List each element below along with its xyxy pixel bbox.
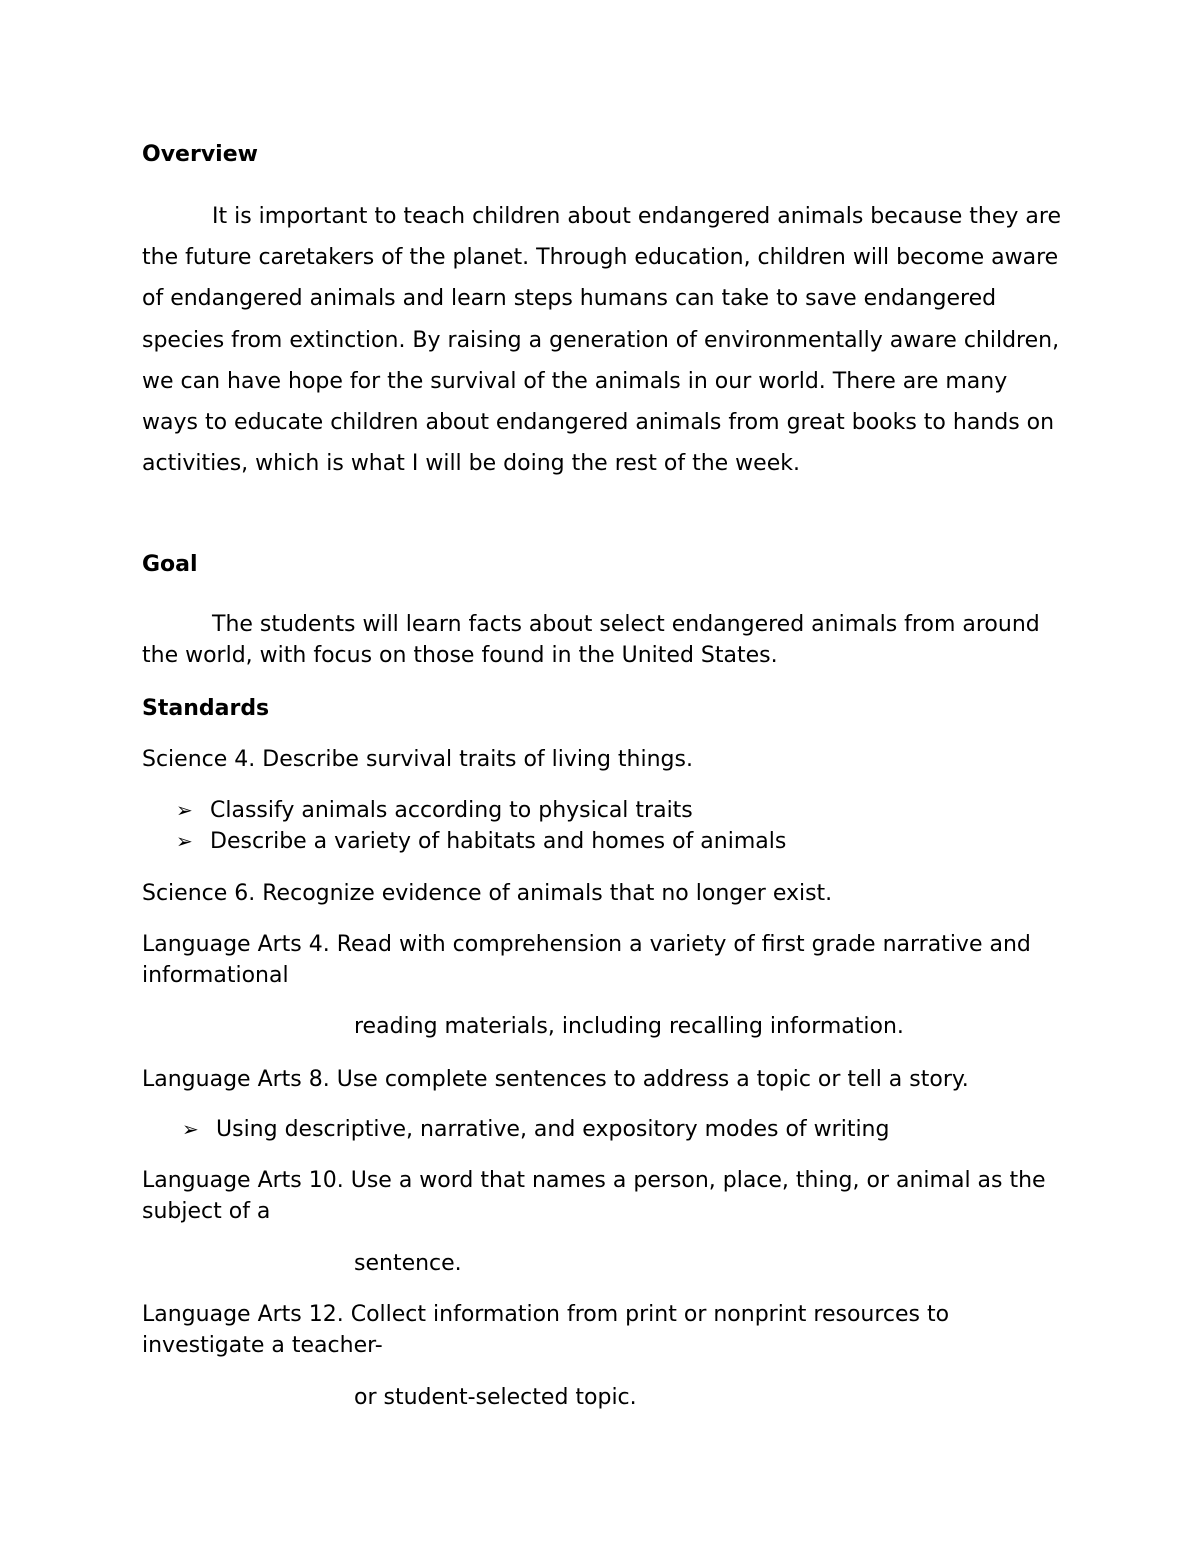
- standard-language-arts-10-continuation: sentence.: [354, 1251, 462, 1276]
- standard-language-arts-4-continuation: reading materials, including recalling information.: [354, 1014, 904, 1039]
- list-item: [176, 795, 693, 826]
- goal-paragraph: The students will learn facts about select endangered animals from around the world, with focus on those found in the United States.: [142, 612, 1040, 668]
- standard-language-arts-12-continuation: or student-selected topic.: [354, 1385, 637, 1410]
- standard-language-arts-12: Language Arts 12. Collect information from print or nonprint resources to investigate a teacher-: [142, 1302, 950, 1358]
- goal-heading: Goal: [142, 552, 198, 577]
- arrow-bullet-icon: ➢: [176, 798, 193, 822]
- standard-language-arts-8: Language Arts 8. Use complete sentences to address a topic or tell a story.: [142, 1067, 969, 1092]
- list-item: [182, 1114, 889, 1145]
- standard-language-arts-10: Language Arts 10. Use a word that names a person, place, thing, or animal as the subject of a: [142, 1168, 1046, 1224]
- list-item: [176, 826, 786, 857]
- overview-paragraph: It is important to teach children about endangered animals because they are the future caretakers of the planet. Through education, children will become aware of endangered animals and learn steps humans can take to save endangered species from extinction. By raising a generation of environmentally aware children, we can have hope for the survival of the animals in our world. There are many ways to educate children about endangered animals from great books to hands on activities, which is what I will be doing the rest of the week.: [142, 204, 1061, 477]
- arrow-bullet-icon: ➢: [182, 1117, 199, 1141]
- standard-language-arts-4: Language Arts 4. Read with comprehension a variety of first grade narrative and informational: [142, 932, 1031, 988]
- standards-heading: Standards: [142, 696, 270, 721]
- standard-science-4: Science 4. Describe survival traits of living things.: [142, 747, 693, 772]
- standard-science-6: Science 6. Recognize evidence of animals that no longer exist.: [142, 881, 833, 906]
- bullet-text: Using descriptive, narrative, and expository modes of writing: [216, 1117, 890, 1142]
- bullet-text: Classify animals according to physical traits: [210, 798, 693, 823]
- bullet-text: Describe a variety of habitats and homes of animals: [210, 829, 787, 854]
- overview-heading: Overview: [142, 142, 258, 167]
- arrow-bullet-icon: ➢: [176, 829, 193, 853]
